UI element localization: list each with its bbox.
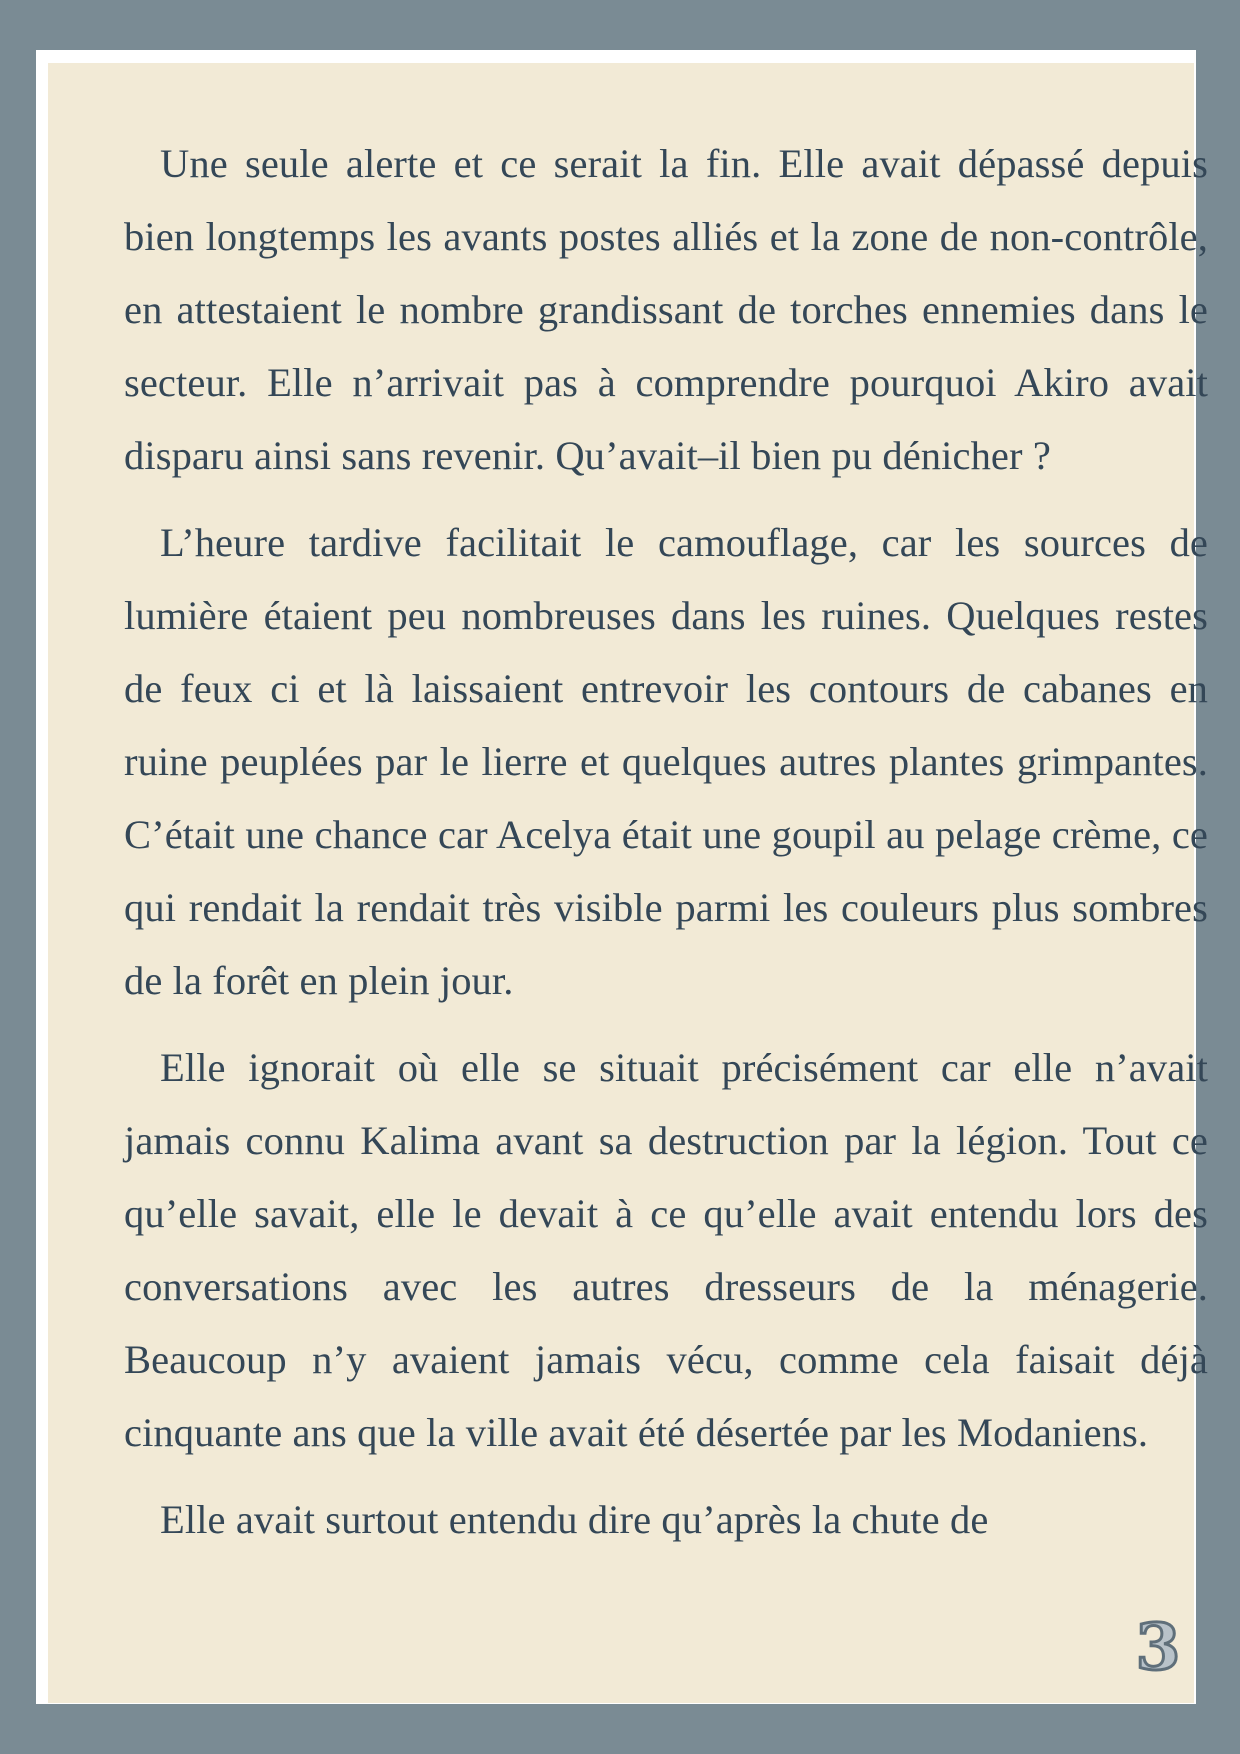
- paragraph: Elle ignorait où elle se situait précisément car elle n’avait jamais connu Kalima avant sa destruction par la légion. Tout ce qu’elle savait, elle le devait à ce qu’elle avait entendu lors des conversations avec les autres dresseurs de la ménagerie. Beaucoup n’y avaient jamais vécu, comme cela faisait déjà cinquante ans que la ville avait été désertée par les Modaniens.: [124, 1045, 1208, 1455]
- paragraph: Elle avait surtout entendu dire qu’après la chute de: [160, 1497, 989, 1542]
- page-text: [124, 127, 1208, 1570]
- paragraph: Une seule alerte et ce serait la fin. Elle avait dépassé depuis bien longtemps les avants postes alliés et la zone de non-contrôle, en attestaient le nombre grandissant de torches ennemies dans le secteur. Elle n’arrivait pas à comprendre pourquoi Akiro avait disparu ainsi sans revenir. Qu’avait–il bien pu dénicher ?: [124, 141, 1208, 478]
- book-page: [48, 63, 1208, 1703]
- page-number: 3: [1135, 1610, 1181, 1685]
- paragraph: L’heure tardive facilitait le camouflage, car les sources de lumière étaient peu nombreuses dans les ruines. Quelques restes de feux ci et là laissaient entrevoir les contours de cabanes en ruine peuplées par le lierre et quelques autres plantes grimpantes. C’était une chance car Acelya était une goupil au pelage crème, ce qui rendait la rendait très visible parmi les couleurs plus sombres de la forêt en plein jour.: [124, 520, 1208, 1003]
